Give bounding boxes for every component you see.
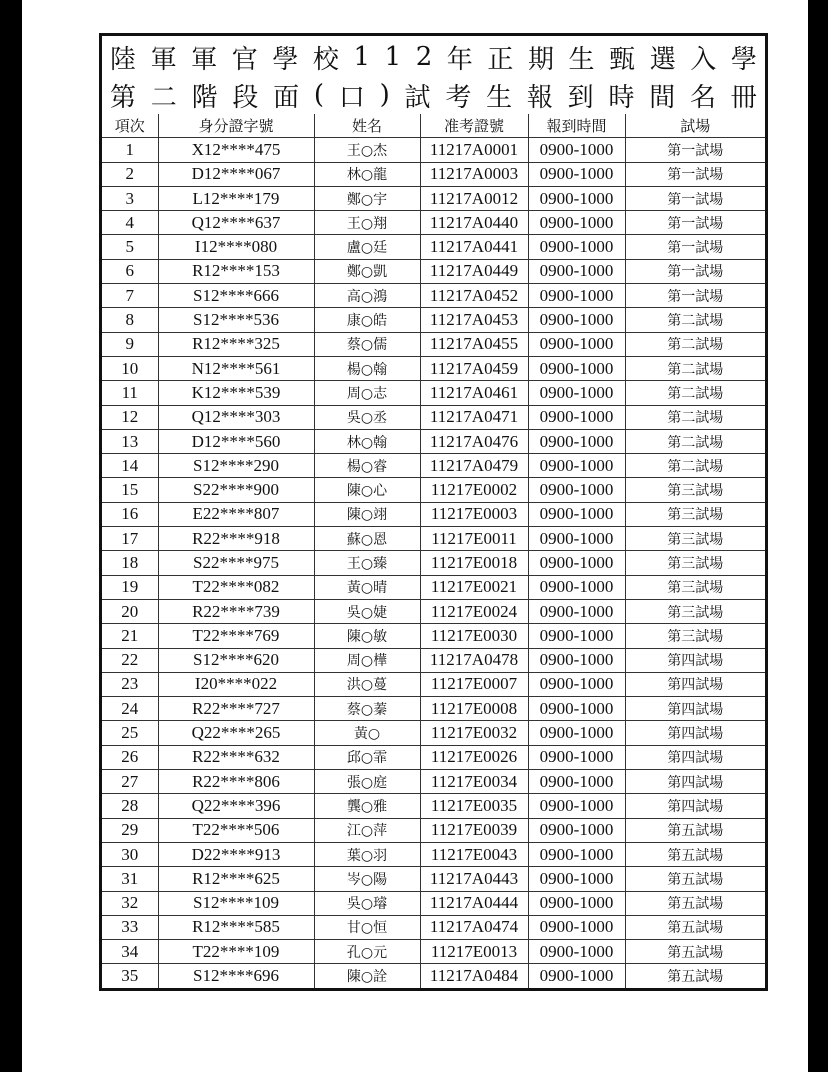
col-admission-number-cell: 11217A0478 <box>420 648 528 672</box>
col-id-number-cell: D12****067 <box>158 162 314 186</box>
col-name-cell: 楊○睿 <box>314 454 420 478</box>
table-row <box>102 624 765 648</box>
col-name-cell: 吳○璿 <box>314 891 420 915</box>
col-index-cell: 7 <box>102 284 158 308</box>
col-id-number-cell: R12****325 <box>158 332 314 356</box>
title-char: 學 <box>272 44 299 75</box>
col-admission-number-cell: 11217E0008 <box>420 697 528 721</box>
col-admission-number-cell: 11217A0471 <box>420 405 528 429</box>
col-admission-number-cell: 11217E0035 <box>420 794 528 818</box>
col-id-number-cell: S12****290 <box>158 454 314 478</box>
col-index-cell: 20 <box>102 599 158 623</box>
col-name-cell: 蔡○蓁 <box>314 697 420 721</box>
col-room-cell: 第四試場 <box>625 794 765 818</box>
col-index-cell: 31 <box>102 867 158 891</box>
col-id-number-cell: R22****632 <box>158 745 314 769</box>
col-admission-number-cell: 11217A0443 <box>420 867 528 891</box>
col-name-cell: 林○龍 <box>314 162 420 186</box>
title-char: 名 <box>690 82 717 113</box>
col-room-cell: 第二試場 <box>625 308 765 332</box>
col-index-cell: 21 <box>102 624 158 648</box>
col-admission-number-cell: 11217A0444 <box>420 891 528 915</box>
col-admission-number-cell: 11217E0018 <box>420 551 528 575</box>
col-room-cell: 第一試場 <box>625 162 765 186</box>
col-name-cell: 蘇○恩 <box>314 527 420 551</box>
col-index-cell: 8 <box>102 308 158 332</box>
col-admission-number-cell: 11217E0011 <box>420 527 528 551</box>
col-name-cell: 龔○雅 <box>314 794 420 818</box>
title-char: 試 <box>404 82 431 113</box>
col-admission-number-cell: 11217E0007 <box>420 672 528 696</box>
col-name-cell: 葉○羽 <box>314 842 420 866</box>
table-row <box>102 575 765 599</box>
col-name-cell: 高○鴻 <box>314 284 420 308</box>
col-checkin-time-cell: 0900-1000 <box>528 186 625 210</box>
table-row <box>102 818 765 842</box>
col-name-cell: 蔡○儒 <box>314 332 420 356</box>
col-admission-number-cell: 11217A0479 <box>420 454 528 478</box>
col-admission-number-cell: 11217A0476 <box>420 429 528 453</box>
col-admission-number-cell: 11217E0021 <box>420 575 528 599</box>
col-index-cell: 23 <box>102 672 158 696</box>
col-index-cell: 32 <box>102 891 158 915</box>
title-char: 冊 <box>730 82 757 113</box>
col-checkin-time-cell: 0900-1000 <box>528 964 625 988</box>
table-row <box>102 429 765 453</box>
col-id-number-cell: R12****585 <box>158 915 314 939</box>
table-row <box>102 648 765 672</box>
col-room-cell: 第四試場 <box>625 697 765 721</box>
col-checkin-time-cell: 0900-1000 <box>528 429 625 453</box>
title-char: 段 <box>232 82 259 113</box>
col-index-cell: 25 <box>102 721 158 745</box>
table-row <box>102 964 765 988</box>
col-name-cell: 王○翔 <box>314 211 420 235</box>
col-admission-number-cell: 11217A0012 <box>420 186 528 210</box>
roster-table <box>102 114 765 988</box>
col-checkin-time-cell: 0900-1000 <box>528 454 625 478</box>
col-admission-number-cell: 11217E0013 <box>420 940 528 964</box>
col-index-cell: 5 <box>102 235 158 259</box>
col-room-cell: 第四試場 <box>625 672 765 696</box>
col-index-cell: 18 <box>102 551 158 575</box>
col-id-number-cell: S22****975 <box>158 551 314 575</box>
table-row <box>102 502 765 526</box>
table-row <box>102 162 765 186</box>
table-row <box>102 284 765 308</box>
table-row <box>102 405 765 429</box>
col-index-cell: 16 <box>102 502 158 526</box>
table-row <box>102 915 765 939</box>
col-id-number-cell: R12****153 <box>158 259 314 283</box>
col-admission-number-cell: 11217A0449 <box>420 259 528 283</box>
col-room-cell: 第五試場 <box>625 842 765 866</box>
col-checkin-time-cell: 0900-1000 <box>528 818 625 842</box>
col-name-cell: 黃○ <box>314 721 420 745</box>
col-id-number-header: 身分證字號 <box>158 114 314 138</box>
col-name-cell: 林○翰 <box>314 429 420 453</box>
col-name-cell: 黃○晴 <box>314 575 420 599</box>
col-checkin-time-header: 報到時間 <box>528 114 625 138</box>
col-index-cell: 13 <box>102 429 158 453</box>
table-row <box>102 211 765 235</box>
col-index-cell: 15 <box>102 478 158 502</box>
col-index-cell: 34 <box>102 940 158 964</box>
col-checkin-time-cell: 0900-1000 <box>528 527 625 551</box>
col-id-number-cell: R22****918 <box>158 527 314 551</box>
table-row <box>102 867 765 891</box>
col-room-cell: 第二試場 <box>625 405 765 429</box>
col-admission-number-cell: 11217E0034 <box>420 770 528 794</box>
col-checkin-time-cell: 0900-1000 <box>528 162 625 186</box>
col-room-cell: 第三試場 <box>625 551 765 575</box>
col-id-number-cell: N12****561 <box>158 356 314 380</box>
col-id-number-cell: K12****539 <box>158 381 314 405</box>
title-char: 階 <box>191 82 218 113</box>
table-body <box>102 138 765 988</box>
col-checkin-time-cell: 0900-1000 <box>528 794 625 818</box>
col-name-cell: 岑○陽 <box>314 867 420 891</box>
table-row <box>102 599 765 623</box>
col-name-cell: 周○志 <box>314 381 420 405</box>
col-room-cell: 第五試場 <box>625 891 765 915</box>
col-room-cell: 第一試場 <box>625 186 765 210</box>
col-id-number-cell: I20****022 <box>158 672 314 696</box>
col-name-cell: 陳○敏 <box>314 624 420 648</box>
col-id-number-cell: Q12****637 <box>158 211 314 235</box>
col-name-cell: 周○樺 <box>314 648 420 672</box>
title-char: 到 <box>567 82 594 113</box>
col-checkin-time-cell: 0900-1000 <box>528 672 625 696</box>
col-checkin-time-cell: 0900-1000 <box>528 284 625 308</box>
title-char: 1 <box>353 42 371 72</box>
col-admission-number-cell: 11217E0002 <box>420 478 528 502</box>
col-room-cell: 第四試場 <box>625 770 765 794</box>
col-name-cell: 陳○詮 <box>314 964 420 988</box>
col-room-cell: 第一試場 <box>625 259 765 283</box>
table-row <box>102 770 765 794</box>
col-index-cell: 11 <box>102 381 158 405</box>
table-row <box>102 308 765 332</box>
title-char: 報 <box>526 82 553 113</box>
col-index-cell: 3 <box>102 186 158 210</box>
col-room-cell: 第二試場 <box>625 454 765 478</box>
col-id-number-cell: X12****475 <box>158 138 314 162</box>
col-checkin-time-cell: 0900-1000 <box>528 940 625 964</box>
col-room-cell: 第三試場 <box>625 527 765 551</box>
col-room-cell: 第二試場 <box>625 429 765 453</box>
col-id-number-cell: R22****806 <box>158 770 314 794</box>
col-checkin-time-cell: 0900-1000 <box>528 308 625 332</box>
table-row <box>102 332 765 356</box>
title-char: 選 <box>649 44 676 75</box>
title-char: 面 <box>273 82 300 113</box>
table-row <box>102 551 765 575</box>
col-checkin-time-cell: 0900-1000 <box>528 867 625 891</box>
col-index-cell: 1 <box>102 138 158 162</box>
col-index-cell: 33 <box>102 915 158 939</box>
col-room-cell: 第五試場 <box>625 964 765 988</box>
table-row <box>102 356 765 380</box>
col-admission-number-cell: 11217A0461 <box>420 381 528 405</box>
col-admission-number-header: 准考證號 <box>420 114 528 138</box>
title-char: 生 <box>486 82 513 113</box>
col-index-cell: 29 <box>102 818 158 842</box>
col-name-cell: 鄭○凱 <box>314 259 420 283</box>
col-checkin-time-cell: 0900-1000 <box>528 332 625 356</box>
col-id-number-cell: T22****109 <box>158 940 314 964</box>
col-index-cell: 9 <box>102 332 158 356</box>
col-admission-number-cell: 11217A0484 <box>420 964 528 988</box>
col-admission-number-cell: 11217A0003 <box>420 162 528 186</box>
col-checkin-time-cell: 0900-1000 <box>528 138 625 162</box>
col-admission-number-cell: 11217E0039 <box>420 818 528 842</box>
col-admission-number-cell: 11217E0032 <box>420 721 528 745</box>
col-room-cell: 第四試場 <box>625 745 765 769</box>
col-admission-number-cell: 11217A0441 <box>420 235 528 259</box>
col-index-cell: 22 <box>102 648 158 672</box>
title-char: 正 <box>487 44 514 75</box>
col-checkin-time-cell: 0900-1000 <box>528 235 625 259</box>
col-admission-number-cell: 11217A0455 <box>420 332 528 356</box>
col-id-number-cell: T22****769 <box>158 624 314 648</box>
col-checkin-time-cell: 0900-1000 <box>528 478 625 502</box>
col-room-cell: 第一試場 <box>625 284 765 308</box>
title-line-2 <box>102 76 765 114</box>
col-name-cell: 吳○丞 <box>314 405 420 429</box>
col-name-cell: 王○杰 <box>314 138 420 162</box>
table-row <box>102 138 765 162</box>
col-room-cell: 第四試場 <box>625 721 765 745</box>
col-name-cell: 甘○恒 <box>314 915 420 939</box>
col-id-number-cell: T22****506 <box>158 818 314 842</box>
col-index-cell: 24 <box>102 697 158 721</box>
col-id-number-cell: I12****080 <box>158 235 314 259</box>
col-room-cell: 第三試場 <box>625 478 765 502</box>
title-char: 第 <box>110 82 137 113</box>
table-row <box>102 745 765 769</box>
title-char: 生 <box>568 44 595 75</box>
col-id-number-cell: R12****625 <box>158 867 314 891</box>
col-room-cell: 第三試場 <box>625 599 765 623</box>
col-admission-number-cell: 11217E0003 <box>420 502 528 526</box>
title-char: 陸 <box>110 44 137 75</box>
col-checkin-time-cell: 0900-1000 <box>528 770 625 794</box>
col-room-cell: 第五試場 <box>625 915 765 939</box>
col-checkin-time-cell: 0900-1000 <box>528 575 625 599</box>
col-name-cell: 楊○翰 <box>314 356 420 380</box>
title-char: 間 <box>649 82 676 113</box>
document-page <box>22 0 808 1072</box>
col-index-cell: 12 <box>102 405 158 429</box>
col-id-number-cell: S12****536 <box>158 308 314 332</box>
col-room-header: 試場 <box>625 114 765 138</box>
col-admission-number-cell: 11217E0043 <box>420 842 528 866</box>
title-char: 校 <box>312 44 339 75</box>
col-checkin-time-cell: 0900-1000 <box>528 259 625 283</box>
col-checkin-time-cell: 0900-1000 <box>528 502 625 526</box>
col-id-number-cell: E22****807 <box>158 502 314 526</box>
col-index-header: 項次 <box>102 114 158 138</box>
col-id-number-cell: S12****696 <box>158 964 314 988</box>
col-checkin-time-cell: 0900-1000 <box>528 624 625 648</box>
title-char: 軍 <box>191 44 218 75</box>
col-id-number-cell: Q22****396 <box>158 794 314 818</box>
col-checkin-time-cell: 0900-1000 <box>528 356 625 380</box>
table-row <box>102 259 765 283</box>
title-char: 考 <box>445 82 472 113</box>
col-admission-number-cell: 11217E0030 <box>420 624 528 648</box>
col-index-cell: 14 <box>102 454 158 478</box>
col-room-cell: 第三試場 <box>625 575 765 599</box>
col-index-cell: 35 <box>102 964 158 988</box>
title-char: 期 <box>527 44 554 75</box>
col-index-cell: 4 <box>102 211 158 235</box>
col-id-number-cell: S22****900 <box>158 478 314 502</box>
col-index-cell: 10 <box>102 356 158 380</box>
title-char: ( <box>313 80 325 110</box>
col-room-cell: 第二試場 <box>625 332 765 356</box>
col-checkin-time-cell: 0900-1000 <box>528 697 625 721</box>
col-room-cell: 第二試場 <box>625 381 765 405</box>
col-admission-number-cell: 11217A0440 <box>420 211 528 235</box>
table-row <box>102 454 765 478</box>
col-admission-number-cell: 11217A0459 <box>420 356 528 380</box>
col-id-number-cell: Q12****303 <box>158 405 314 429</box>
col-admission-number-cell: 11217A0453 <box>420 308 528 332</box>
col-index-cell: 17 <box>102 527 158 551</box>
col-checkin-time-cell: 0900-1000 <box>528 211 625 235</box>
col-room-cell: 第一試場 <box>625 138 765 162</box>
col-checkin-time-cell: 0900-1000 <box>528 891 625 915</box>
col-id-number-cell: S12****620 <box>158 648 314 672</box>
col-room-cell: 第四試場 <box>625 648 765 672</box>
title-char: 2 <box>415 42 433 72</box>
col-name-cell: 陳○心 <box>314 478 420 502</box>
col-id-number-cell: R22****727 <box>158 697 314 721</box>
title-char: 學 <box>730 44 757 75</box>
col-name-cell: 江○萍 <box>314 818 420 842</box>
col-room-cell: 第三試場 <box>625 624 765 648</box>
col-checkin-time-cell: 0900-1000 <box>528 842 625 866</box>
col-index-cell: 30 <box>102 842 158 866</box>
title-char: 入 <box>690 44 717 75</box>
col-id-number-cell: S12****666 <box>158 284 314 308</box>
col-name-cell: 王○臻 <box>314 551 420 575</box>
col-name-cell: 康○皓 <box>314 308 420 332</box>
table-row <box>102 478 765 502</box>
col-checkin-time-cell: 0900-1000 <box>528 915 625 939</box>
col-checkin-time-cell: 0900-1000 <box>528 405 625 429</box>
col-id-number-cell: L12****179 <box>158 186 314 210</box>
col-index-cell: 19 <box>102 575 158 599</box>
col-id-number-cell: S12****109 <box>158 891 314 915</box>
col-admission-number-cell: 11217E0026 <box>420 745 528 769</box>
col-checkin-time-cell: 0900-1000 <box>528 721 625 745</box>
col-checkin-time-cell: 0900-1000 <box>528 745 625 769</box>
title-char: ) <box>379 80 390 110</box>
col-admission-number-cell: 11217A0001 <box>420 138 528 162</box>
table-row <box>102 940 765 964</box>
col-name-cell: 洪○蔓 <box>314 672 420 696</box>
roster-frame <box>99 33 768 991</box>
col-index-cell: 26 <box>102 745 158 769</box>
col-admission-number-cell: 11217A0452 <box>420 284 528 308</box>
col-id-number-cell: T22****082 <box>158 575 314 599</box>
col-room-cell: 第一試場 <box>625 211 765 235</box>
table-row <box>102 697 765 721</box>
table-row <box>102 891 765 915</box>
col-admission-number-cell: 11217E0024 <box>420 599 528 623</box>
col-id-number-cell: D12****560 <box>158 429 314 453</box>
title-char: 官 <box>231 44 258 75</box>
col-name-cell: 張○庭 <box>314 770 420 794</box>
title-char: 時 <box>608 82 635 113</box>
header-row <box>102 114 765 138</box>
table-row <box>102 186 765 210</box>
col-id-number-cell: D22****913 <box>158 842 314 866</box>
col-name-cell: 陳○翊 <box>314 502 420 526</box>
col-id-number-cell: Q22****265 <box>158 721 314 745</box>
col-checkin-time-cell: 0900-1000 <box>528 381 625 405</box>
title-char: 年 <box>446 44 473 75</box>
col-name-cell: 邱○霏 <box>314 745 420 769</box>
col-index-cell: 27 <box>102 770 158 794</box>
col-name-cell: 孔○元 <box>314 940 420 964</box>
col-index-cell: 28 <box>102 794 158 818</box>
table-row <box>102 235 765 259</box>
col-room-cell: 第五試場 <box>625 940 765 964</box>
col-name-cell: 鄭○宇 <box>314 186 420 210</box>
table-row <box>102 381 765 405</box>
col-checkin-time-cell: 0900-1000 <box>528 551 625 575</box>
col-admission-number-cell: 11217A0474 <box>420 915 528 939</box>
col-id-number-cell: R22****739 <box>158 599 314 623</box>
col-name-header: 姓名 <box>314 114 420 138</box>
col-index-cell: 6 <box>102 259 158 283</box>
col-room-cell: 第二試場 <box>625 356 765 380</box>
table-row <box>102 721 765 745</box>
col-room-cell: 第五試場 <box>625 867 765 891</box>
table-row <box>102 794 765 818</box>
table-row <box>102 672 765 696</box>
col-checkin-time-cell: 0900-1000 <box>528 599 625 623</box>
title-char: 甄 <box>609 44 636 75</box>
col-room-cell: 第三試場 <box>625 502 765 526</box>
title-char: 1 <box>384 42 402 72</box>
title-char: 二 <box>150 82 177 113</box>
title-char: 口 <box>338 82 365 113</box>
col-room-cell: 第一試場 <box>625 235 765 259</box>
col-checkin-time-cell: 0900-1000 <box>528 648 625 672</box>
table-row <box>102 527 765 551</box>
title-char: 軍 <box>150 44 177 75</box>
col-room-cell: 第五試場 <box>625 818 765 842</box>
col-index-cell: 2 <box>102 162 158 186</box>
title-line-1 <box>102 38 765 76</box>
table-row <box>102 842 765 866</box>
col-name-cell: 盧○廷 <box>314 235 420 259</box>
col-name-cell: 吳○婕 <box>314 599 420 623</box>
